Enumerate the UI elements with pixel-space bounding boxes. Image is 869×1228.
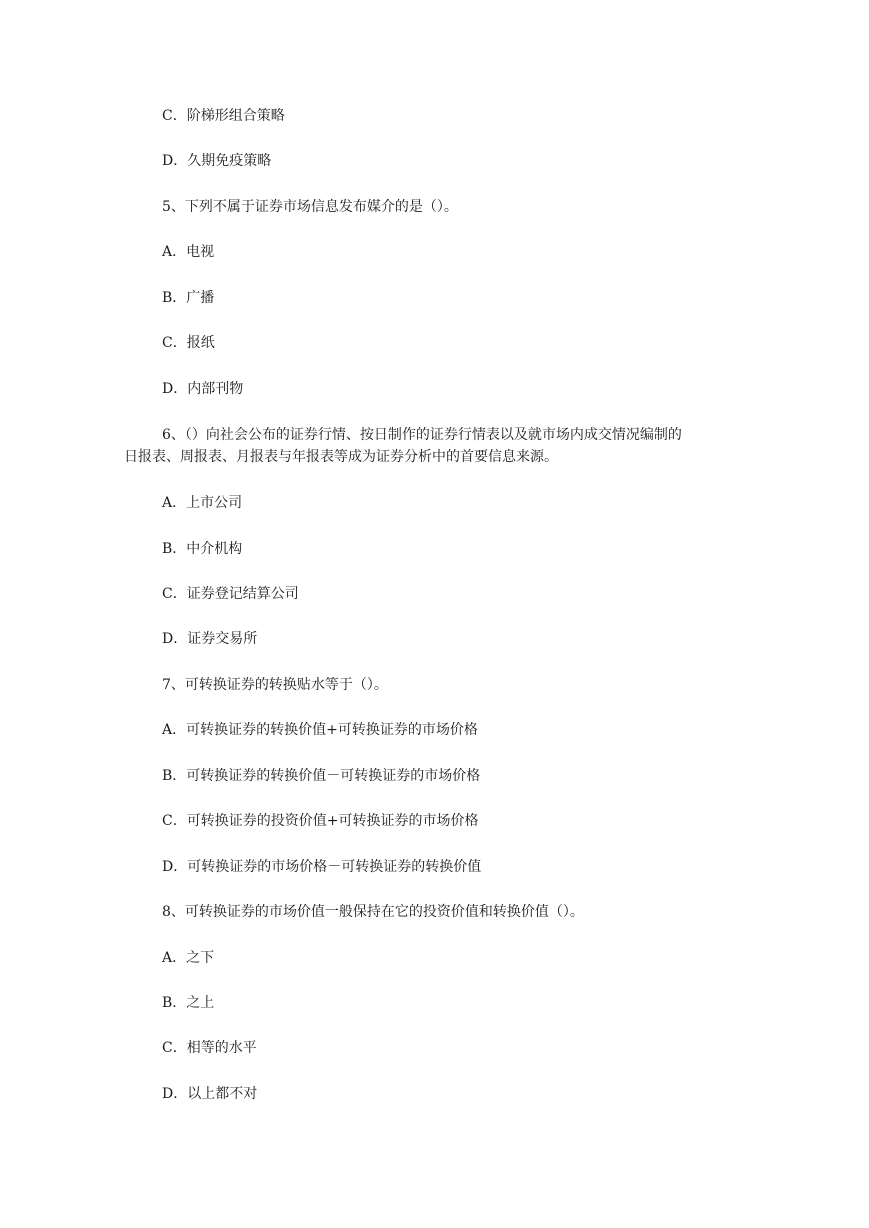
q8-option-d: D．以上都不对: [162, 1086, 258, 1102]
q7-option-d: D．可转换证券的市场价格－可转换证券的转换价值: [162, 859, 482, 875]
q5-option-c: C．报纸: [162, 335, 215, 351]
q6-question: [124, 424, 762, 468]
q8-option-c: C．相等的水平: [162, 1040, 257, 1056]
q5-option-b: B．广播: [162, 290, 215, 306]
q7-option-a: A．可转换证券的转换价值+可转换证券的市场价格: [162, 722, 478, 738]
q7-option-c: C．可转换证券的投资价值+可转换证券的市场价格: [162, 813, 479, 829]
q8-option-b: B．之上: [162, 995, 215, 1011]
q4-option-d: D．久期免疫策略: [162, 153, 272, 169]
q5-option-a: A．电视: [162, 244, 215, 260]
q6-option-c: C．证券登记结算公司: [162, 586, 299, 602]
q8-option-a: A．之下: [162, 950, 215, 966]
q7-question: 7、可转换证券的转换贴水等于（）。: [162, 677, 388, 693]
q8-question: 8、可转换证券的市场价值一般保持在它的投资价值和转换价值（）。: [162, 904, 584, 920]
q5-option-d: D．内部刊物: [162, 381, 244, 397]
q6-question-line-1: 6、（）向社会公布的证券行情、按日制作的证券行情表以及就市场内成交情况编制的: [162, 427, 682, 443]
q6-option-b: B．中介机构: [162, 541, 243, 557]
q7-option-b: B．可转换证券的转换价值－可转换证券的市场价格: [162, 768, 481, 784]
q6-question-line-2: 日报表、周报表、月报表与年报表等成为证券分析中的首要信息来源。: [124, 449, 558, 465]
q6-option-d: D．证券交易所: [162, 631, 258, 647]
q6-option-a: A．上市公司: [162, 495, 243, 511]
q4-option-c: C．阶梯形组合策略: [162, 108, 285, 124]
q5-question: 5、下列不属于证券市场信息发布媒介的是（）。: [162, 199, 458, 215]
